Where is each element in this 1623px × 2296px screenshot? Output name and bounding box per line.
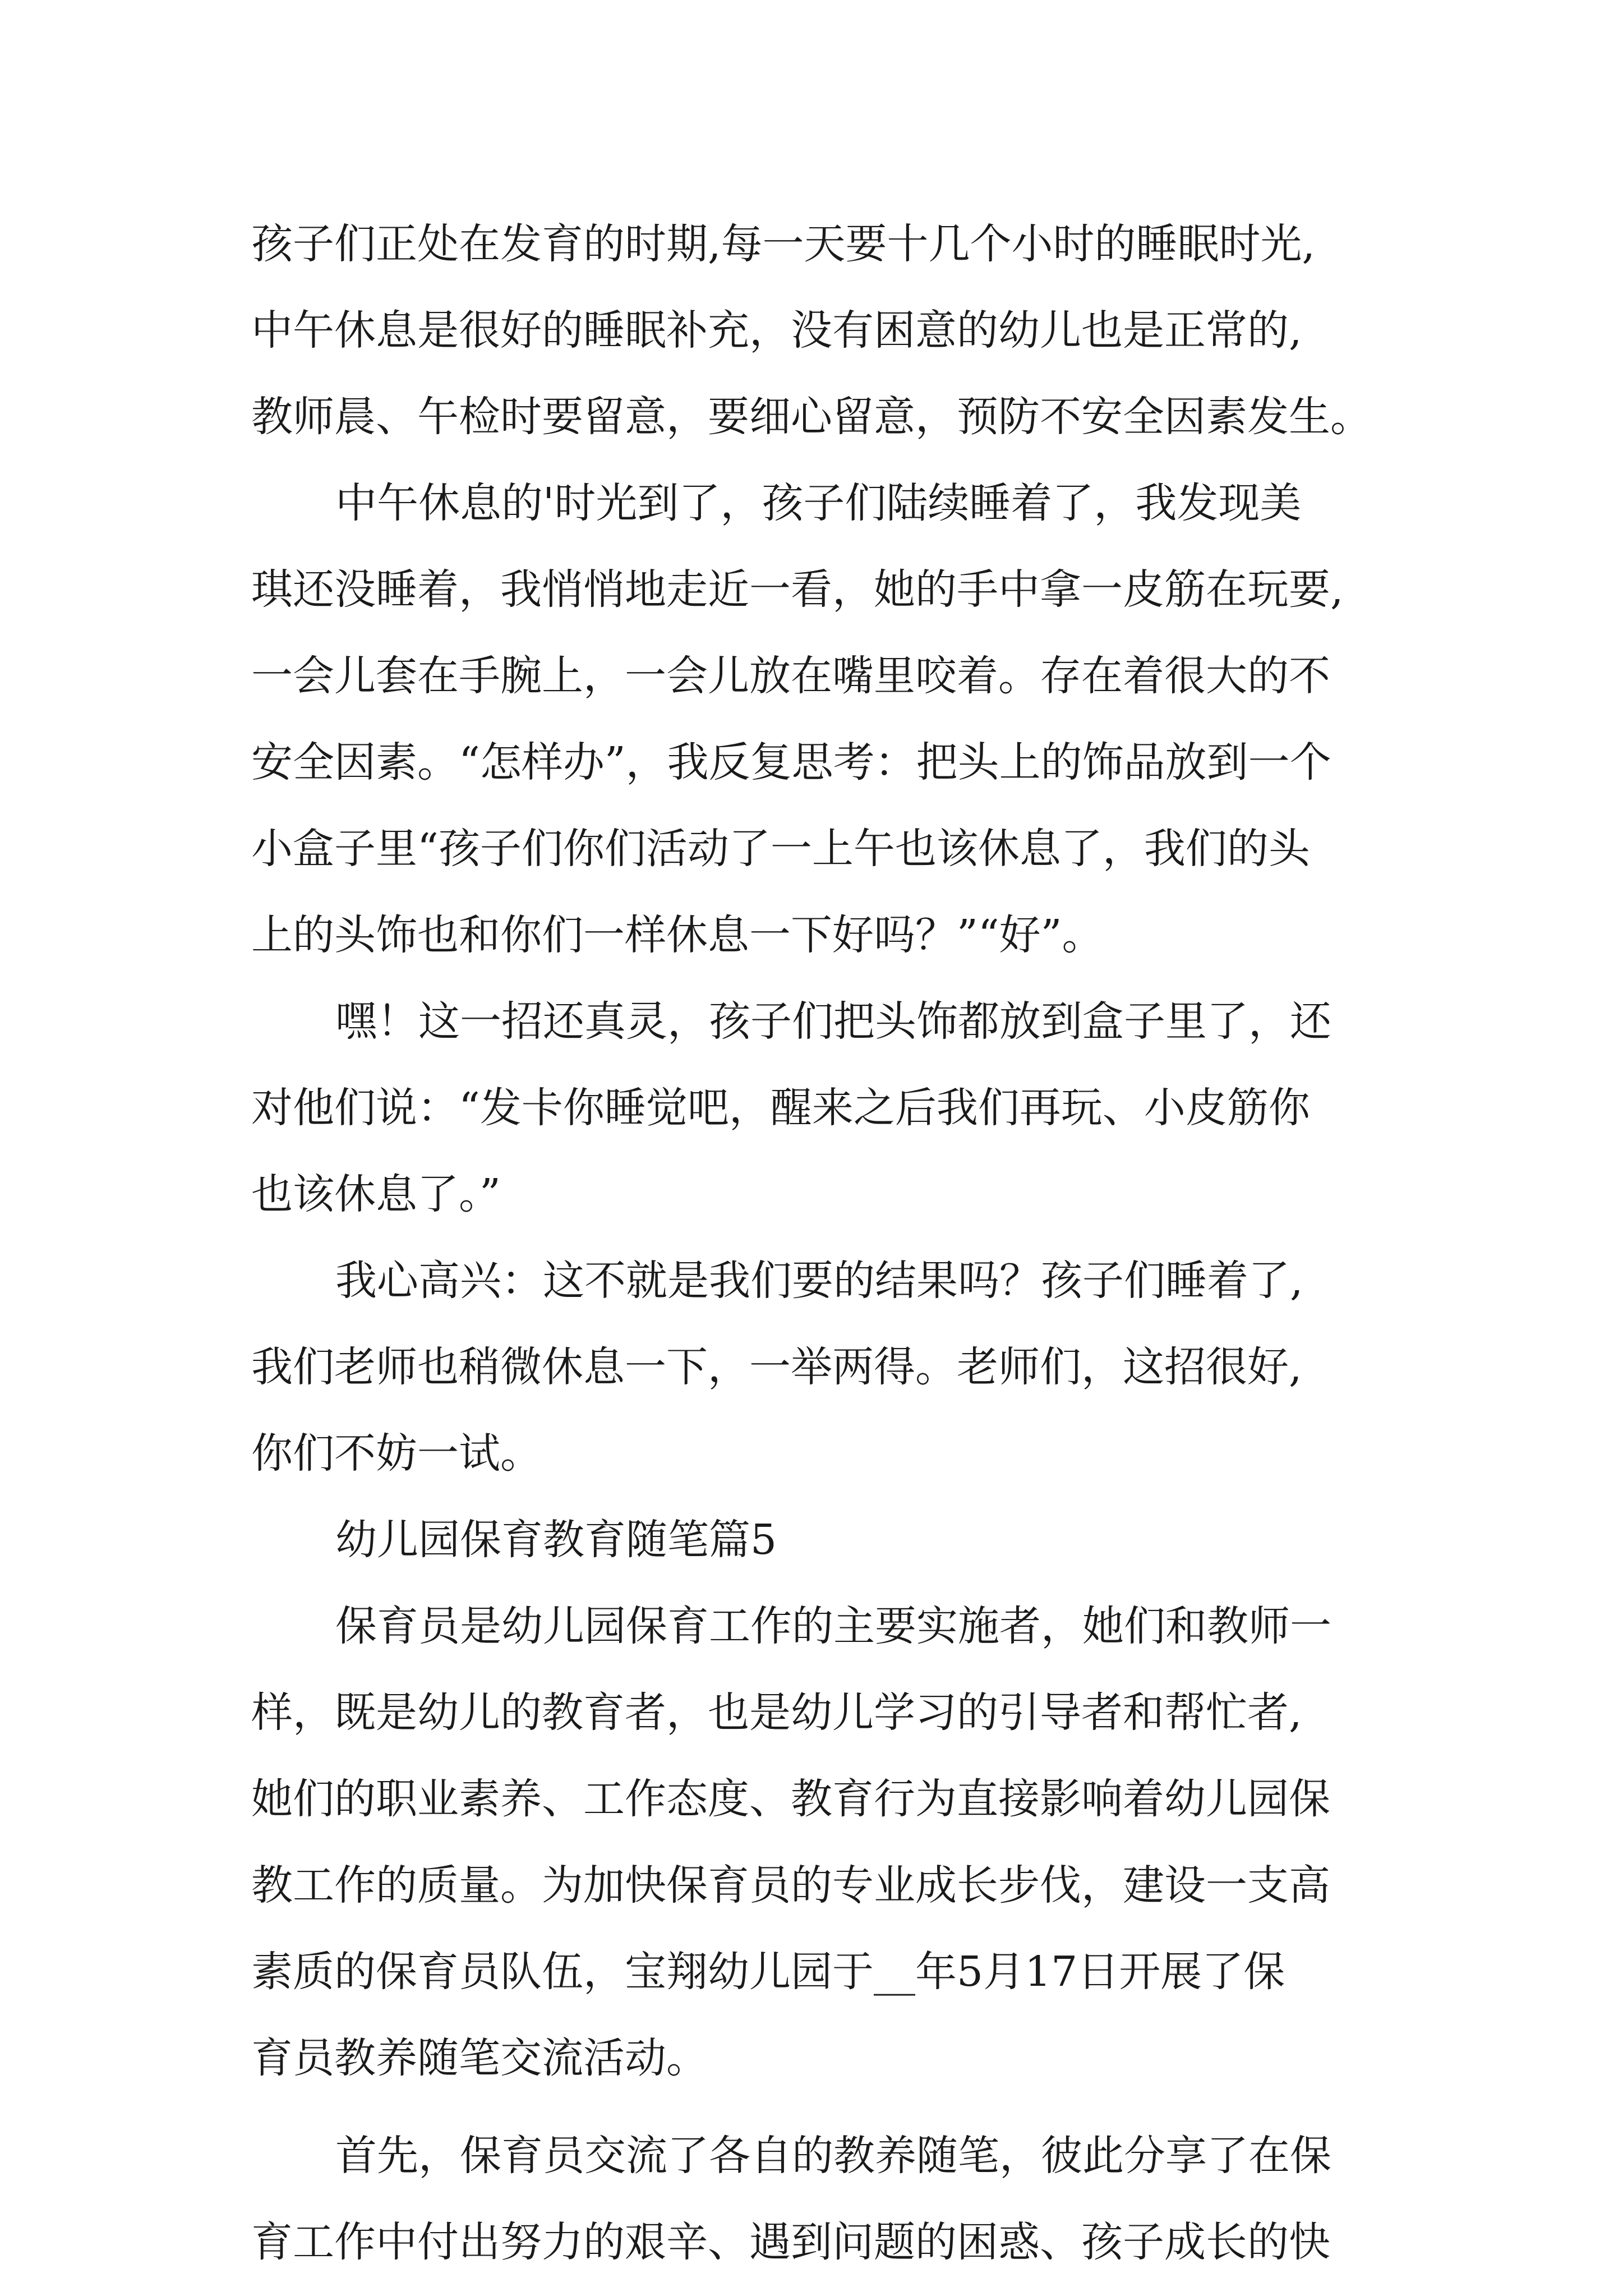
paragraph-start-line: 中午休息的'时光到了，孩子们陆续睡着了，我发现美 <box>335 479 1302 527</box>
text-line: 教师晨、午检时要留意，要细心留意，预防不安全因素发生。 <box>251 393 1372 441</box>
text-line: 我们老师也稍微休息一下，一举两得。老师们，这招很好, <box>251 1343 1302 1391</box>
text-line: 对他们说：“发卡你睡觉吧，醒来之后我们再玩、小皮筋你 <box>251 1084 1310 1132</box>
document-body <box>251 201 1440 2285</box>
text-line: 琪还没睡着，我悄悄地走近一看，她的手中拿一皮筋在玩要, <box>251 565 1344 614</box>
text-line: 上的头饰也和你们一样休息一下好吗？”“好”。 <box>251 911 1104 959</box>
text-line: 样，既是幼儿的教育者，也是幼儿学习的引导者和帮忙者, <box>251 1688 1302 1737</box>
paragraph-start-line: 保育员是幼儿园保育工作的主要实施者，她们和教师一 <box>335 1602 1331 1650</box>
text-line: 安全因素。“怎样办”，我反复思考：把头上的饰品放到一个 <box>251 738 1331 786</box>
text-line: 孩子们正处在发育的时期,每一天要十几个小时的睡眠时光, <box>251 220 1316 268</box>
paragraph-start-line: 嘿！这一招还真灵，孩子们把头饰都放到盒子里了，还 <box>335 997 1331 1046</box>
section-heading: 幼儿园保育教育随笔篇5 <box>335 1516 777 1564</box>
paragraph-start-line: 我心高兴：这不就是我们要的结果吗？孩子们睡着了, <box>335 1257 1303 1305</box>
text-line: 育员教养随笔交流活动。 <box>251 2034 708 2082</box>
text-line: 你们不妨一试。 <box>251 1429 542 1478</box>
text-line: 教工作的质量。为加快保育员的专业成长步伐，建设一支高 <box>251 1861 1330 1910</box>
text-line: 一会儿套在手腕上，一会儿放在嘴里咬着。存在着很大的不 <box>251 652 1330 700</box>
text-line: 育工作中付出努力的艰辛、遇到问题的困惑、孩子成长的快 <box>251 2218 1330 2266</box>
paragraph-start-line: 首先，保育员交流了各自的教养随笔，彼此分享了在保 <box>335 2132 1331 2180</box>
text-line: 小盒子里“孩子们你们活动了一上午也该休息了，我们的头 <box>251 825 1310 873</box>
text-line: 她们的职业素养、工作态度、教育行为直接影响着幼儿园保 <box>251 1775 1330 1823</box>
text-line: 也该休息了。” <box>251 1170 501 1218</box>
text-line: 中午休息是很好的睡眠补充，没有困意的幼儿也是正常的, <box>251 306 1302 355</box>
text-line: 素质的保育员队伍，宝翔幼儿园于__年5月17日开展了保 <box>251 1948 1285 1996</box>
